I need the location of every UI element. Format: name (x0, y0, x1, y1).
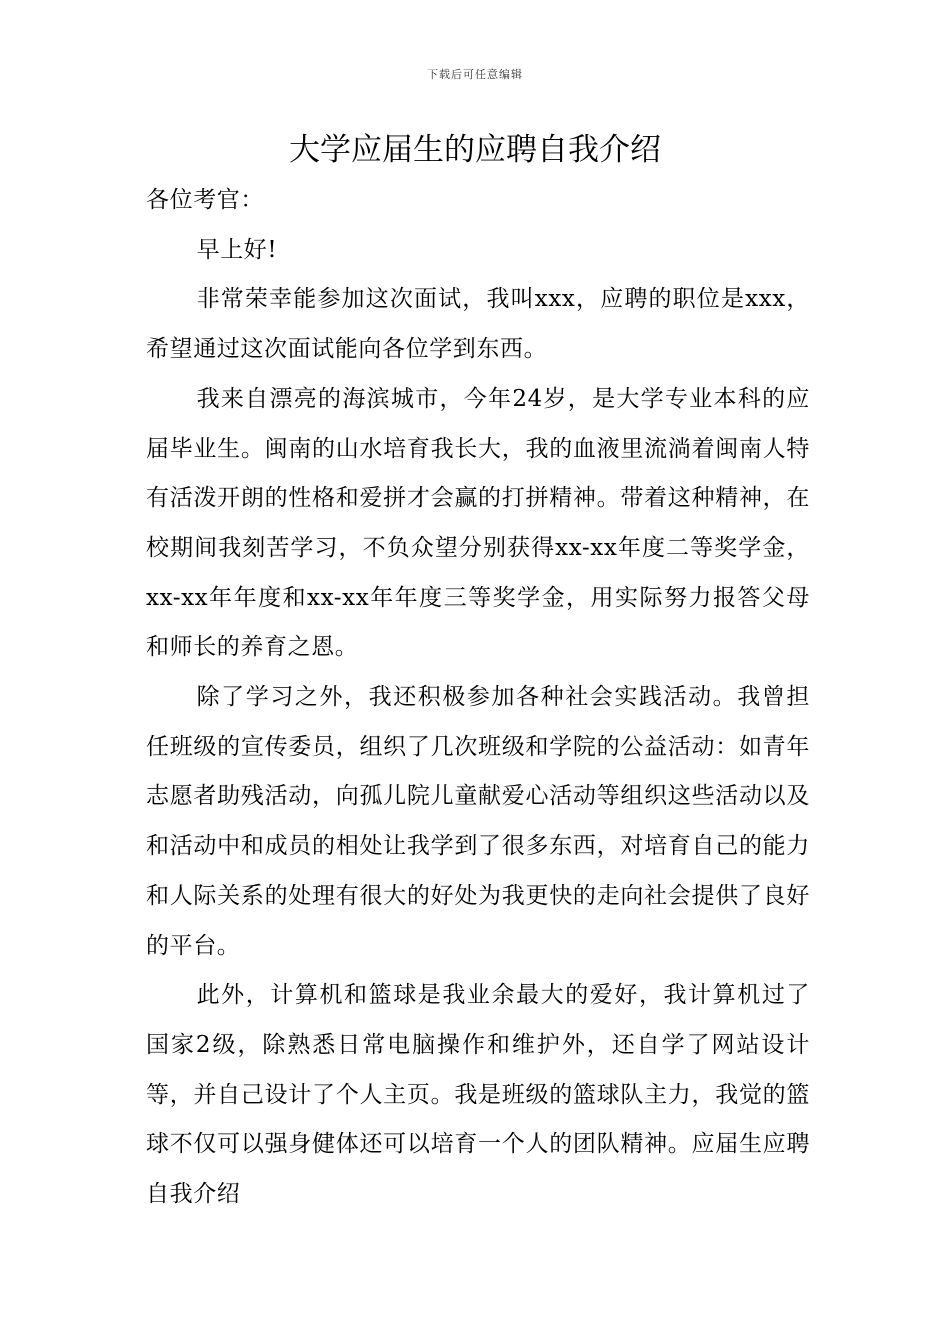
document-title: 大学应届生的应聘自我介绍 (289, 132, 661, 168)
paragraph-hobbies: 此外，计算机和篮球是我业余最大的爱好，我计算机过了国家2级，除熟悉日常电脑操作和维护外，还自学了网站设计等，并自己设计了个人主页。我是班级的篮球队主力，我觉的篮球不仅可以强身健体还可以培育一个人的团队精神。应届生应聘自我介绍 (146, 982, 810, 1208)
paragraph-activities: 除了学习之外，我还积极参加各种社会实践活动。我曾担任班级的宣传委员，组织了几次班级和学院的公益活动：如青年志愿者助残活动，向孤儿院儿童献爱心活动等组织这些活动以及和活动中和成员的相处让我学到了很多东西，对培育自己的能力和人际关系的处理有很大的好处为我更快的走向社会提供了良好的平台。 (146, 684, 810, 959)
salutation: 各位考官： (146, 187, 264, 213)
paragraph-introduction: 非常荣幸能参加这次面试，我叫xxx，应聘的职位是xxx，希望通过这次面试能向各位学到东西。 (146, 286, 810, 363)
paragraph-background: 我来自漂亮的海滨城市，今年24岁，是大学专业本科的应届毕业生。闽南的山水培育我长大，我的血液里流淌着闽南人特有活泼开朗的性格和爱拼才会赢的打拼精神。带着这种精神，在校期间我刻苦学习，不负众望分别获得xx-xx年度二等奖学金，xx-xx年年度和xx-xx年年度三等奖学金，用实际努力报答父母和师长的养育之恩。 (146, 385, 810, 661)
header-note: 下载后可任意编辑 (427, 68, 523, 81)
paragraph-greeting: 早上好! (196, 236, 278, 263)
document-body (146, 176, 810, 1220)
